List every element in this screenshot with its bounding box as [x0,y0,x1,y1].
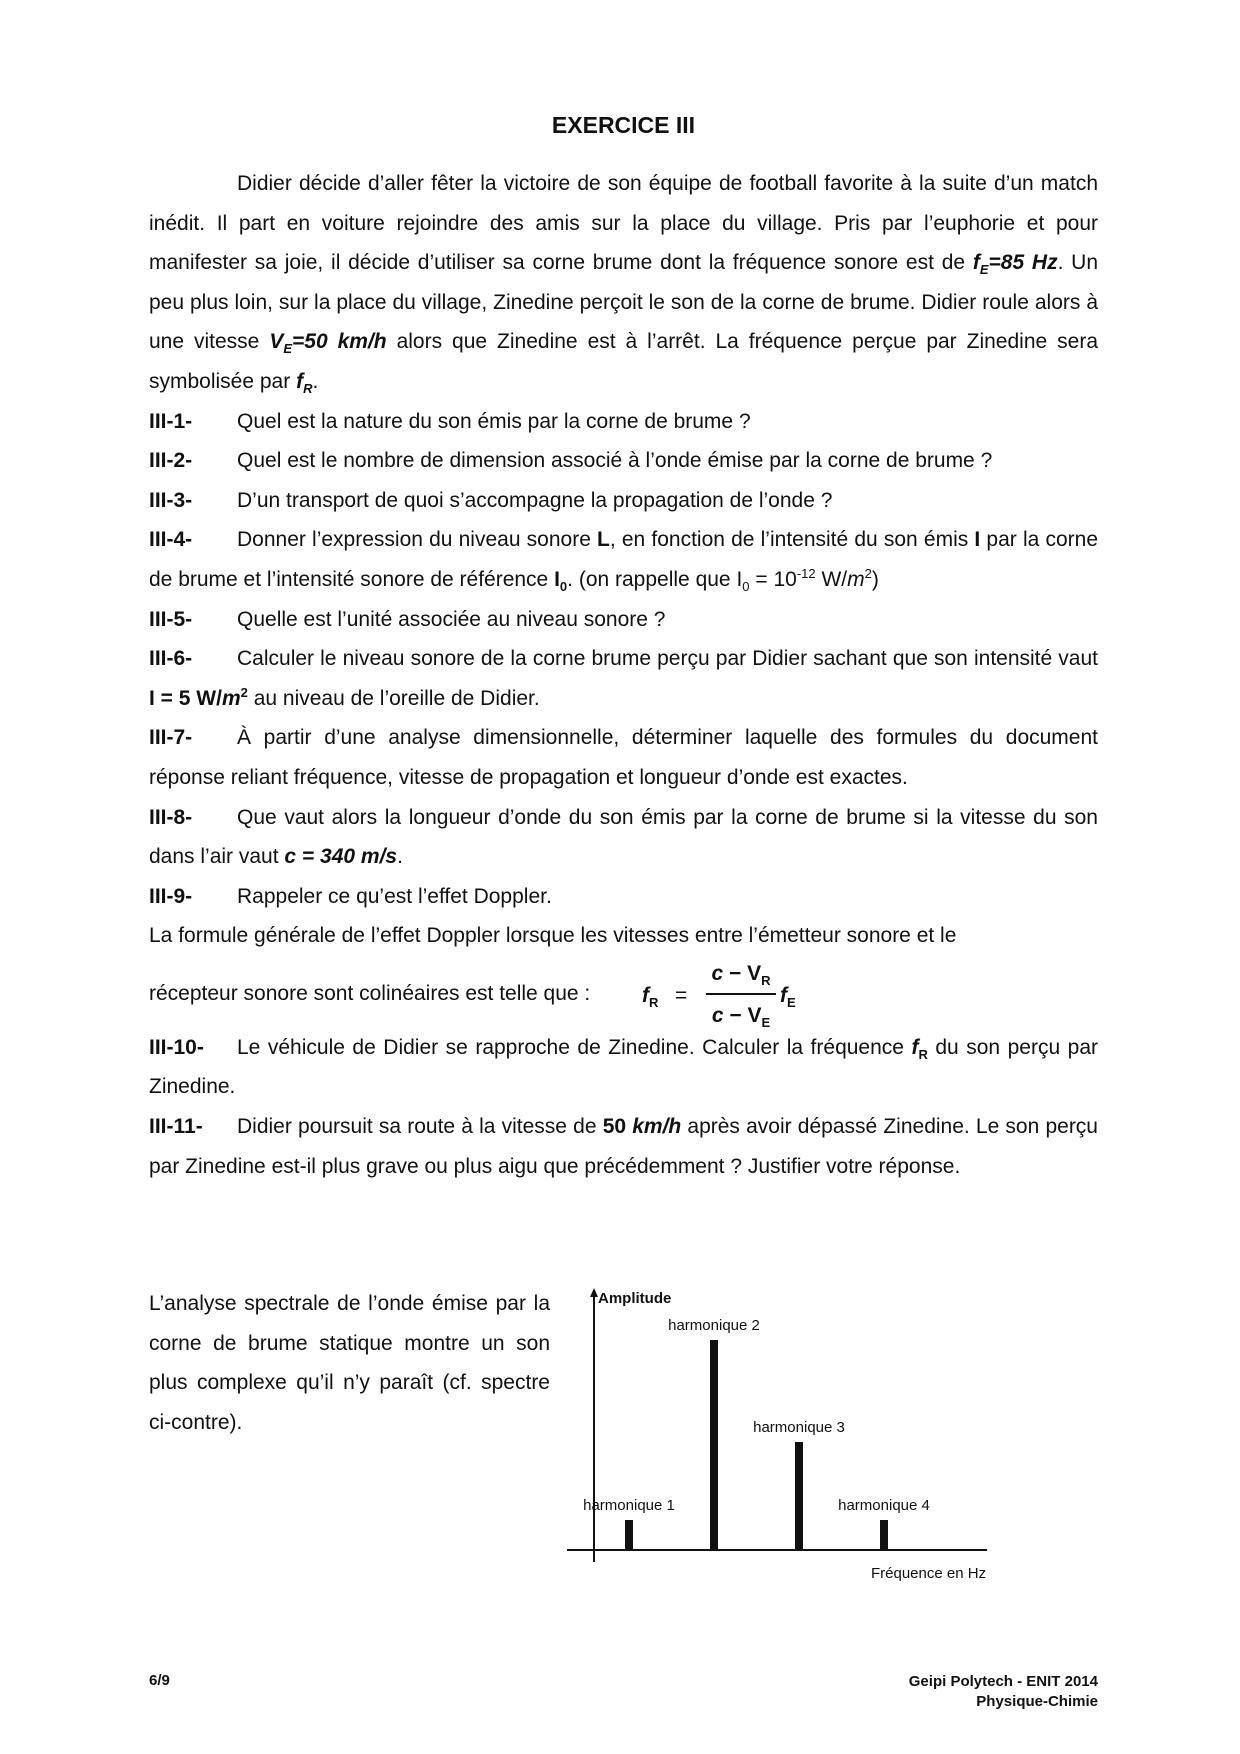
intro-text-1: Didier décide d’aller fêter la victoire de son équipe de football favorite à la suite d’un match inédit. Il part en voiture rejoindre des amis sur la place du village. Pris par l’euphorie et pour manifester sa joie, il décide d’utiliser sa corne brume dont la fréquence sonore est de [149,172,1098,275]
doppler-formula-label: récepteur sonore sont colinéaires est telle que : [149,981,591,1005]
spectrum-bar-4 [880,1520,888,1550]
doppler-formula-line [149,960,1098,1031]
question-1: III-1- Quel est la nature du son émis par la corne de brume ? [149,409,751,433]
exercise-body [149,164,1098,1186]
formula-numerator: $c - V_R$ [711,961,771,989]
question-3: III-3- D’un transport de quoi s’accompagne la propagation de l’onde ? [149,488,833,512]
footer-org: Geipi Polytech - ENIT 2014 [908,1673,1098,1690]
formula-fraction-bar [706,993,776,995]
spectrum-label-4: harmonique 4 [838,1497,930,1514]
question-10: III-10- Le véhicule de Didier se rapproche de Zinedine. Calculer la fréquence $f_R$ du son perçu par Zinedine. [149,1035,1098,1099]
y-axis-arrow [590,1288,598,1297]
question-8: III-8- Que vaut alors la longueur d’onde du son émis par la corne de brume si la vitesse du son dans l’air vaut c = 340 m/s. [149,805,1098,869]
question-9: III-9- Rappeler ce qu’est l’effet Doppler. [149,884,552,908]
page-number: 6/9 [149,1672,170,1689]
y-axis-label: Amplitude [598,1290,672,1307]
question-7: III-7- À partir d’une analyse dimensionnelle, déterminer laquelle des formules du document réponse reliant fréquence, vitesse de propagation et longueur d’onde est exactes. [149,726,1098,789]
question-4: III-4- Donner l’expression du niveau sonore L, en fonction de l’intensité du son émis I par la corne de brume et l’intensité sonore de référence $I_0$. (on rappelle que $I_0 = 10^{-12}$ $W/m^2$) [149,528,1098,595]
question-5: III-5- Quelle est l’unité associée au niveau sonore ? [149,607,666,631]
spectrum-bar-2 [710,1340,718,1550]
doppler-formula: $f_R$ = $c - V_R$ $c - V_E$ $f_E$ [642,960,792,1028]
doppler-intro: La formule générale de l’effet Doppler lorsque les vitesses entre l’émetteur sonore et le [149,924,957,948]
spectrum-bar-3 [795,1442,803,1550]
spectrum-chart [567,1285,1007,1605]
footer-subject: Physique-Chimie [976,1693,1098,1710]
spectrum-bar-1 [625,1520,633,1550]
question-11: III-11- Didier poursuit sa route à la vitesse de 50 km/h après avoir dépassé Zinedine. Le son perçu par Zinedine est-il plus grave ou plus aigu que précédemment ? Justifier votre réponse. [149,1115,1098,1178]
formula-denominator: $c - V_E$ [711,1003,771,1031]
x-axis-label: Fréquence en Hz [871,1565,987,1582]
fe-symbol: $f_E=85$ Hz [972,251,1058,278]
page-title: EXERCICE III [551,112,696,138]
intro-text-3: alors que Zinedine est à l’arrêt. La fréquence perçue par Zinedine sera symbolisée par [149,330,1099,393]
spectrum-label-2: harmonique 2 [668,1317,760,1334]
question-2: III-2- Quel est le nombre de dimension associé à l’onde émise par la corne de brume ? [149,449,993,473]
spectrum-label-3: harmonique 3 [753,1419,845,1436]
intro-text-2: . Un peu plus loin, sur la place du village, Zinedine perçoit le son de la corne de brume. Didier roule alors à une vitesse [149,251,1099,354]
spectrum-label-1: harmonique 1 [583,1497,675,1514]
footer-info [909,1672,1098,1712]
fr-symbol: $f_R$ [296,369,313,397]
question-6: III-6- Calculer le niveau sonore de la corne brume perçu par Didier sachant que son intensité vaut I = 5 $W/m^2$ au niveau de l’oreille de Didier. [149,647,1098,710]
intro-paragraph: Didier décide d’aller fêter la victoire de son équipe de football favorite à la suite d’un match inédit. Il part en voiture rejoindre des amis sur la place du village. Pris par l’euphorie et pour manifester sa joie, il décide d’utiliser sa corne brume dont la fréquence sonore est de $f_E=85$ Hz. Un peu plus loin, sur la place du village, Zinedine perçoit le son de la corne de brume. Didier roule alors à une vitesse $V_E=50$ km/h alors que Zinedine est à l’arrêt. La fréquence perçue par Zinedine sera symbolisée par $f_R$. [149,172,1099,397]
ve-symbol: $V_E=50$ km/h [269,330,387,357]
spectrum-description: L’analyse spectrale de l’onde émise par la corne de brume statique montre un son plus complexe qu’il n’y paraît (cf. spectre ci-contre). [149,1292,550,1434]
